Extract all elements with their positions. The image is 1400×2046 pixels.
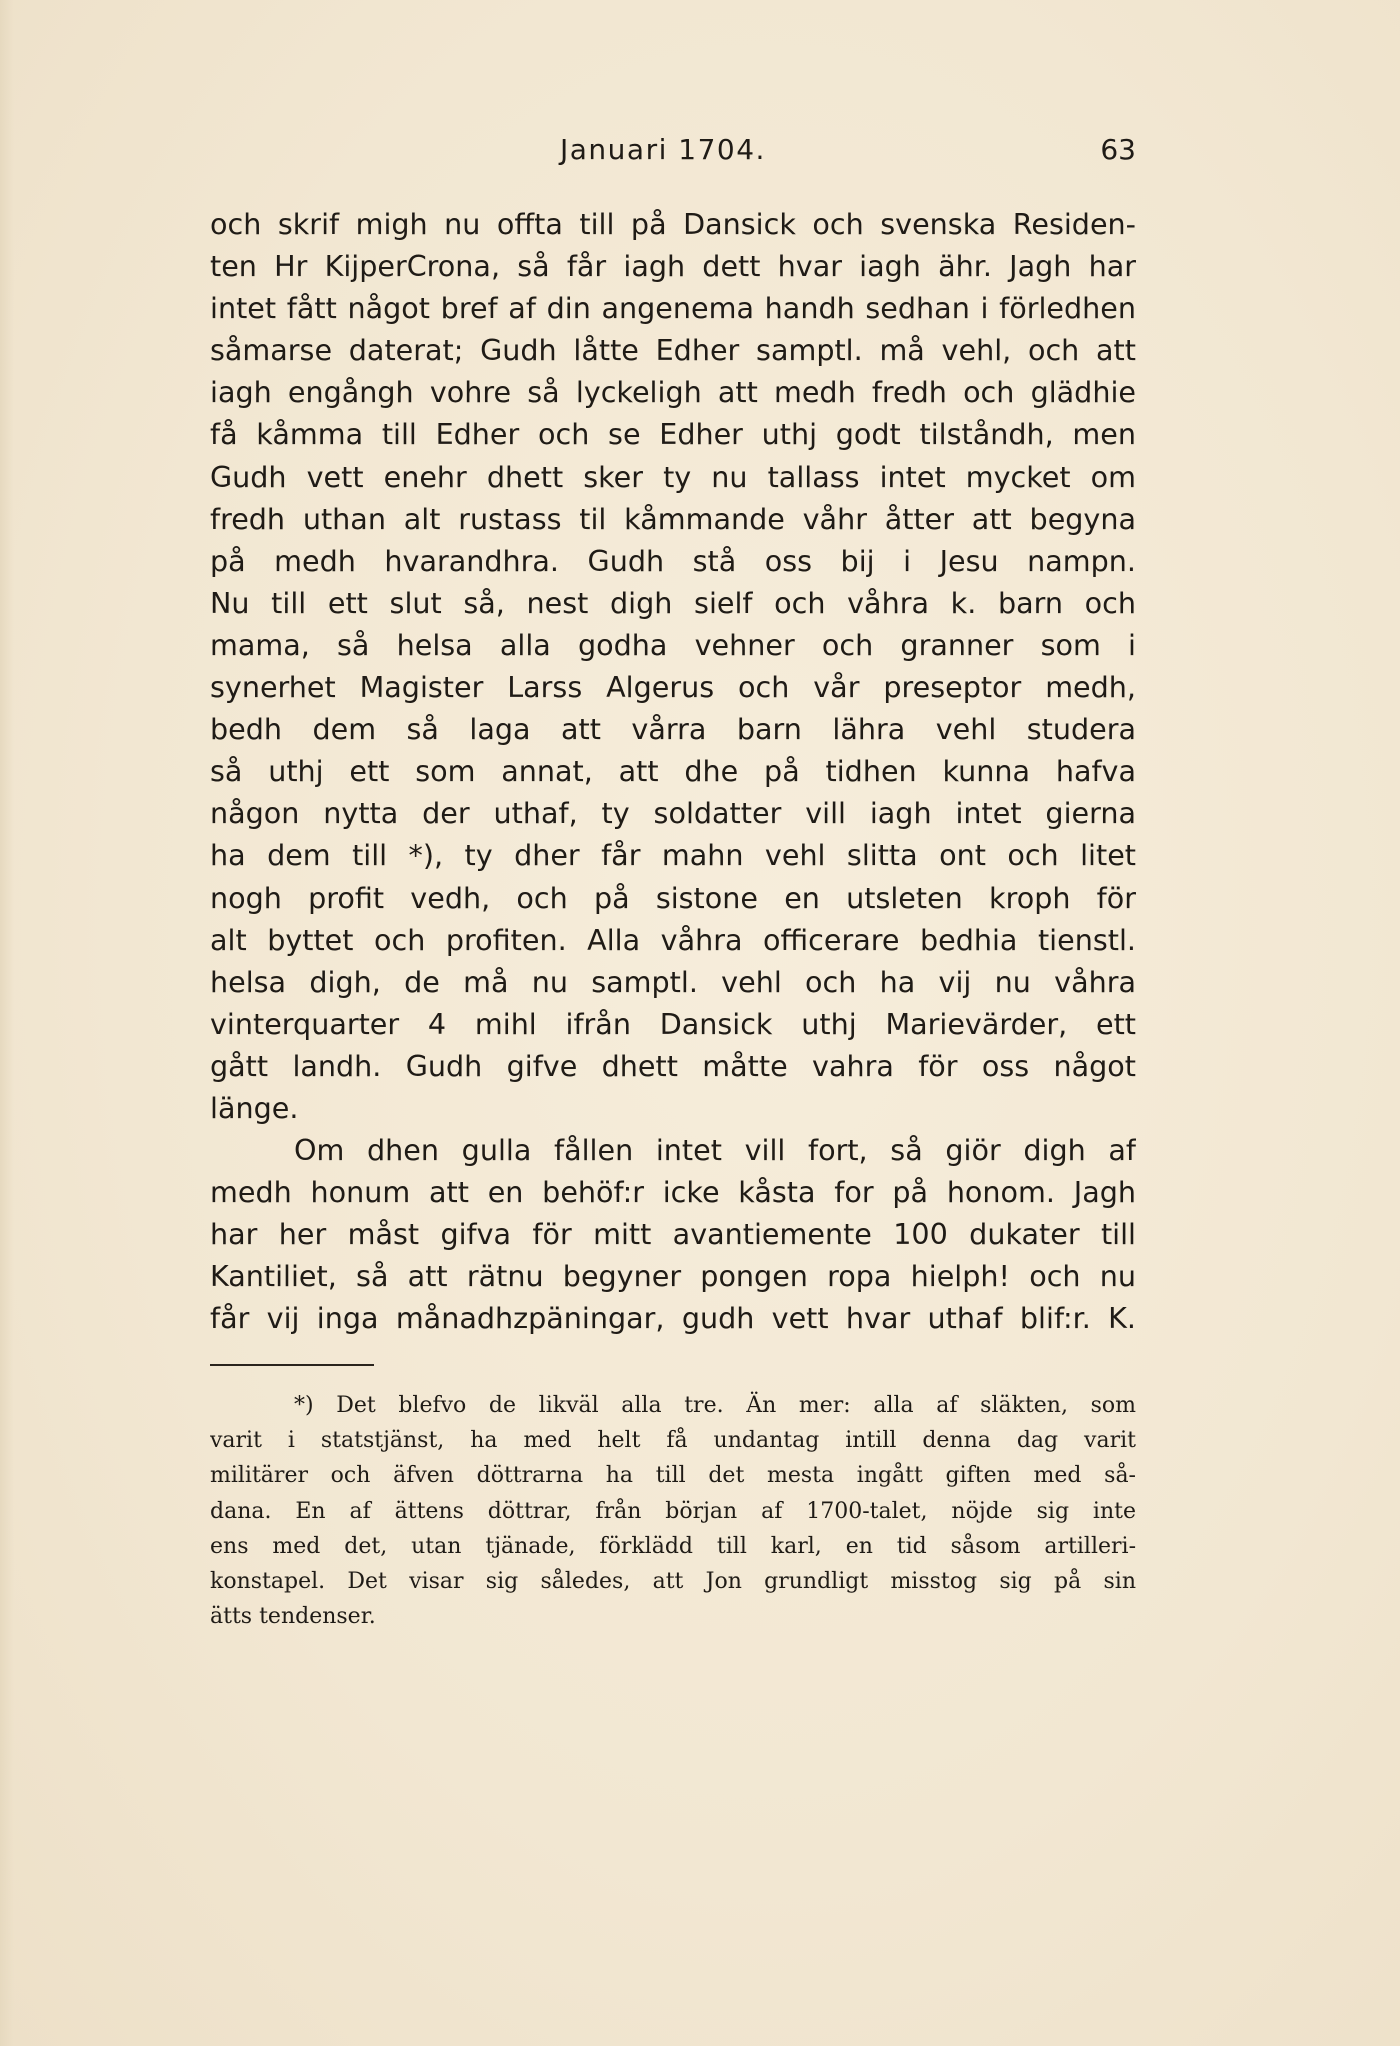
letter-body bbox=[210, 203, 1136, 1340]
body-line: få kåmma till Edher och se Edher uthj godt tilståndh, men bbox=[210, 417, 1136, 452]
footnote bbox=[210, 1388, 1136, 1634]
body-line: har her måst gifva för mitt avantiemente 100 dukater till bbox=[210, 1217, 1136, 1252]
body-line: någon nytta der uthaf, ty soldatter vill iagh intet gierna bbox=[210, 796, 1136, 831]
body-line: intet fått något bref af din angenema handh sedhan i förledhen bbox=[210, 291, 1136, 326]
footnote-line: ens med det, utan tjänade, förklädd till karl, en tid såsom artilleri- bbox=[210, 1533, 1136, 1559]
body-line: på medh hvarandhra. Gudh stå oss bij i Jesu nampn. bbox=[210, 543, 1136, 578]
page-number: 63 bbox=[1100, 133, 1136, 166]
body-line: ten Hr KijperCrona, så får iagh dett hvar iagh ähr. Jagh har bbox=[210, 249, 1136, 284]
body-line: Om dhen gulla fållen intet vill fort, så giör digh af bbox=[294, 1133, 1136, 1168]
footnote-line: konstapel. Det visar sig således, att Jon grundligt misstog sig på sin bbox=[210, 1568, 1136, 1594]
running-title: Januari 1704. bbox=[560, 133, 766, 166]
body-line: såmarse daterat; Gudh låtte Edher samptl. må vehl, och att bbox=[210, 333, 1136, 368]
body-line: alt byttet och profiten. Alla våhra officerare bedhia tienstl. bbox=[210, 922, 1136, 957]
body-line: och skrif migh nu offta till på Dansick och svenska Residen- bbox=[210, 207, 1136, 241]
body-line: Gudh vett enehr dhett sker ty nu tallass intet mycket om bbox=[210, 459, 1136, 494]
body-line: nogh profit vedh, och på sistone en utsleten kroph för bbox=[210, 880, 1136, 915]
body-line: helsa digh, de må nu samptl. vehl och ha vij nu våhra bbox=[210, 964, 1136, 999]
footnote-divider bbox=[210, 1364, 374, 1366]
body-line: fredh uthan alt rustass til kåmmande våhr åtter att begyna bbox=[210, 501, 1136, 536]
body-line: synerhet Magister Larss Algerus och vår preseptor medh, bbox=[210, 670, 1136, 705]
footnote-line: varit i statstjänst, ha med helt få undantag intill denna dag varit bbox=[210, 1428, 1136, 1454]
body-line: bedh dem så laga att vårra barn lähra vehl studera bbox=[210, 712, 1136, 747]
page-edge-shadow bbox=[0, 0, 14, 2046]
footnote-line: *) Det blefvo de likväl alla tre. Än mer: alla af släkten, som bbox=[294, 1393, 1136, 1418]
page-header bbox=[210, 133, 1136, 173]
body-line: iagh engångh vohre så lyckeligh att medh fredh och glädhie bbox=[210, 375, 1136, 410]
body-line: Nu till ett slut så, nest digh sielf och våhra k. barn och bbox=[210, 585, 1136, 620]
footnote-line: dana. En af ättens döttrar, från början af 1700-talet, nöjde sig inte bbox=[210, 1498, 1136, 1524]
body-line: gått landh. Gudh gifve dhett måtte vahra för oss något bbox=[210, 1048, 1136, 1083]
footnote-line: ätts tendenser. bbox=[210, 1604, 376, 1630]
body-line: får vij inga månadhzpäningar, gudh vett hvar uthaf blif:r. K. bbox=[210, 1301, 1136, 1336]
body-line: ha dem till *), ty dher får mahn vehl slitta ont och litet bbox=[210, 838, 1136, 873]
body-line: mama, så helsa alla godha vehner och granner som i bbox=[210, 627, 1136, 662]
body-line: så uthj ett som annat, att dhe på tidhen kunna hafva bbox=[210, 754, 1136, 789]
body-line: Kantiliet, så att rätnu begyner pongen ropa hielph! och nu bbox=[210, 1259, 1136, 1294]
body-line: länge. bbox=[210, 1090, 299, 1125]
body-line: vinterquarter 4 mihl ifrån Dansick uthj Marievärder, ett bbox=[210, 1006, 1136, 1041]
body-line: medh honum att en behöf:r icke kåsta for på honom. Jagh bbox=[210, 1175, 1136, 1210]
footnote-line: militärer och äfven döttrarna ha till det mesta ingått giften med så- bbox=[210, 1463, 1136, 1489]
